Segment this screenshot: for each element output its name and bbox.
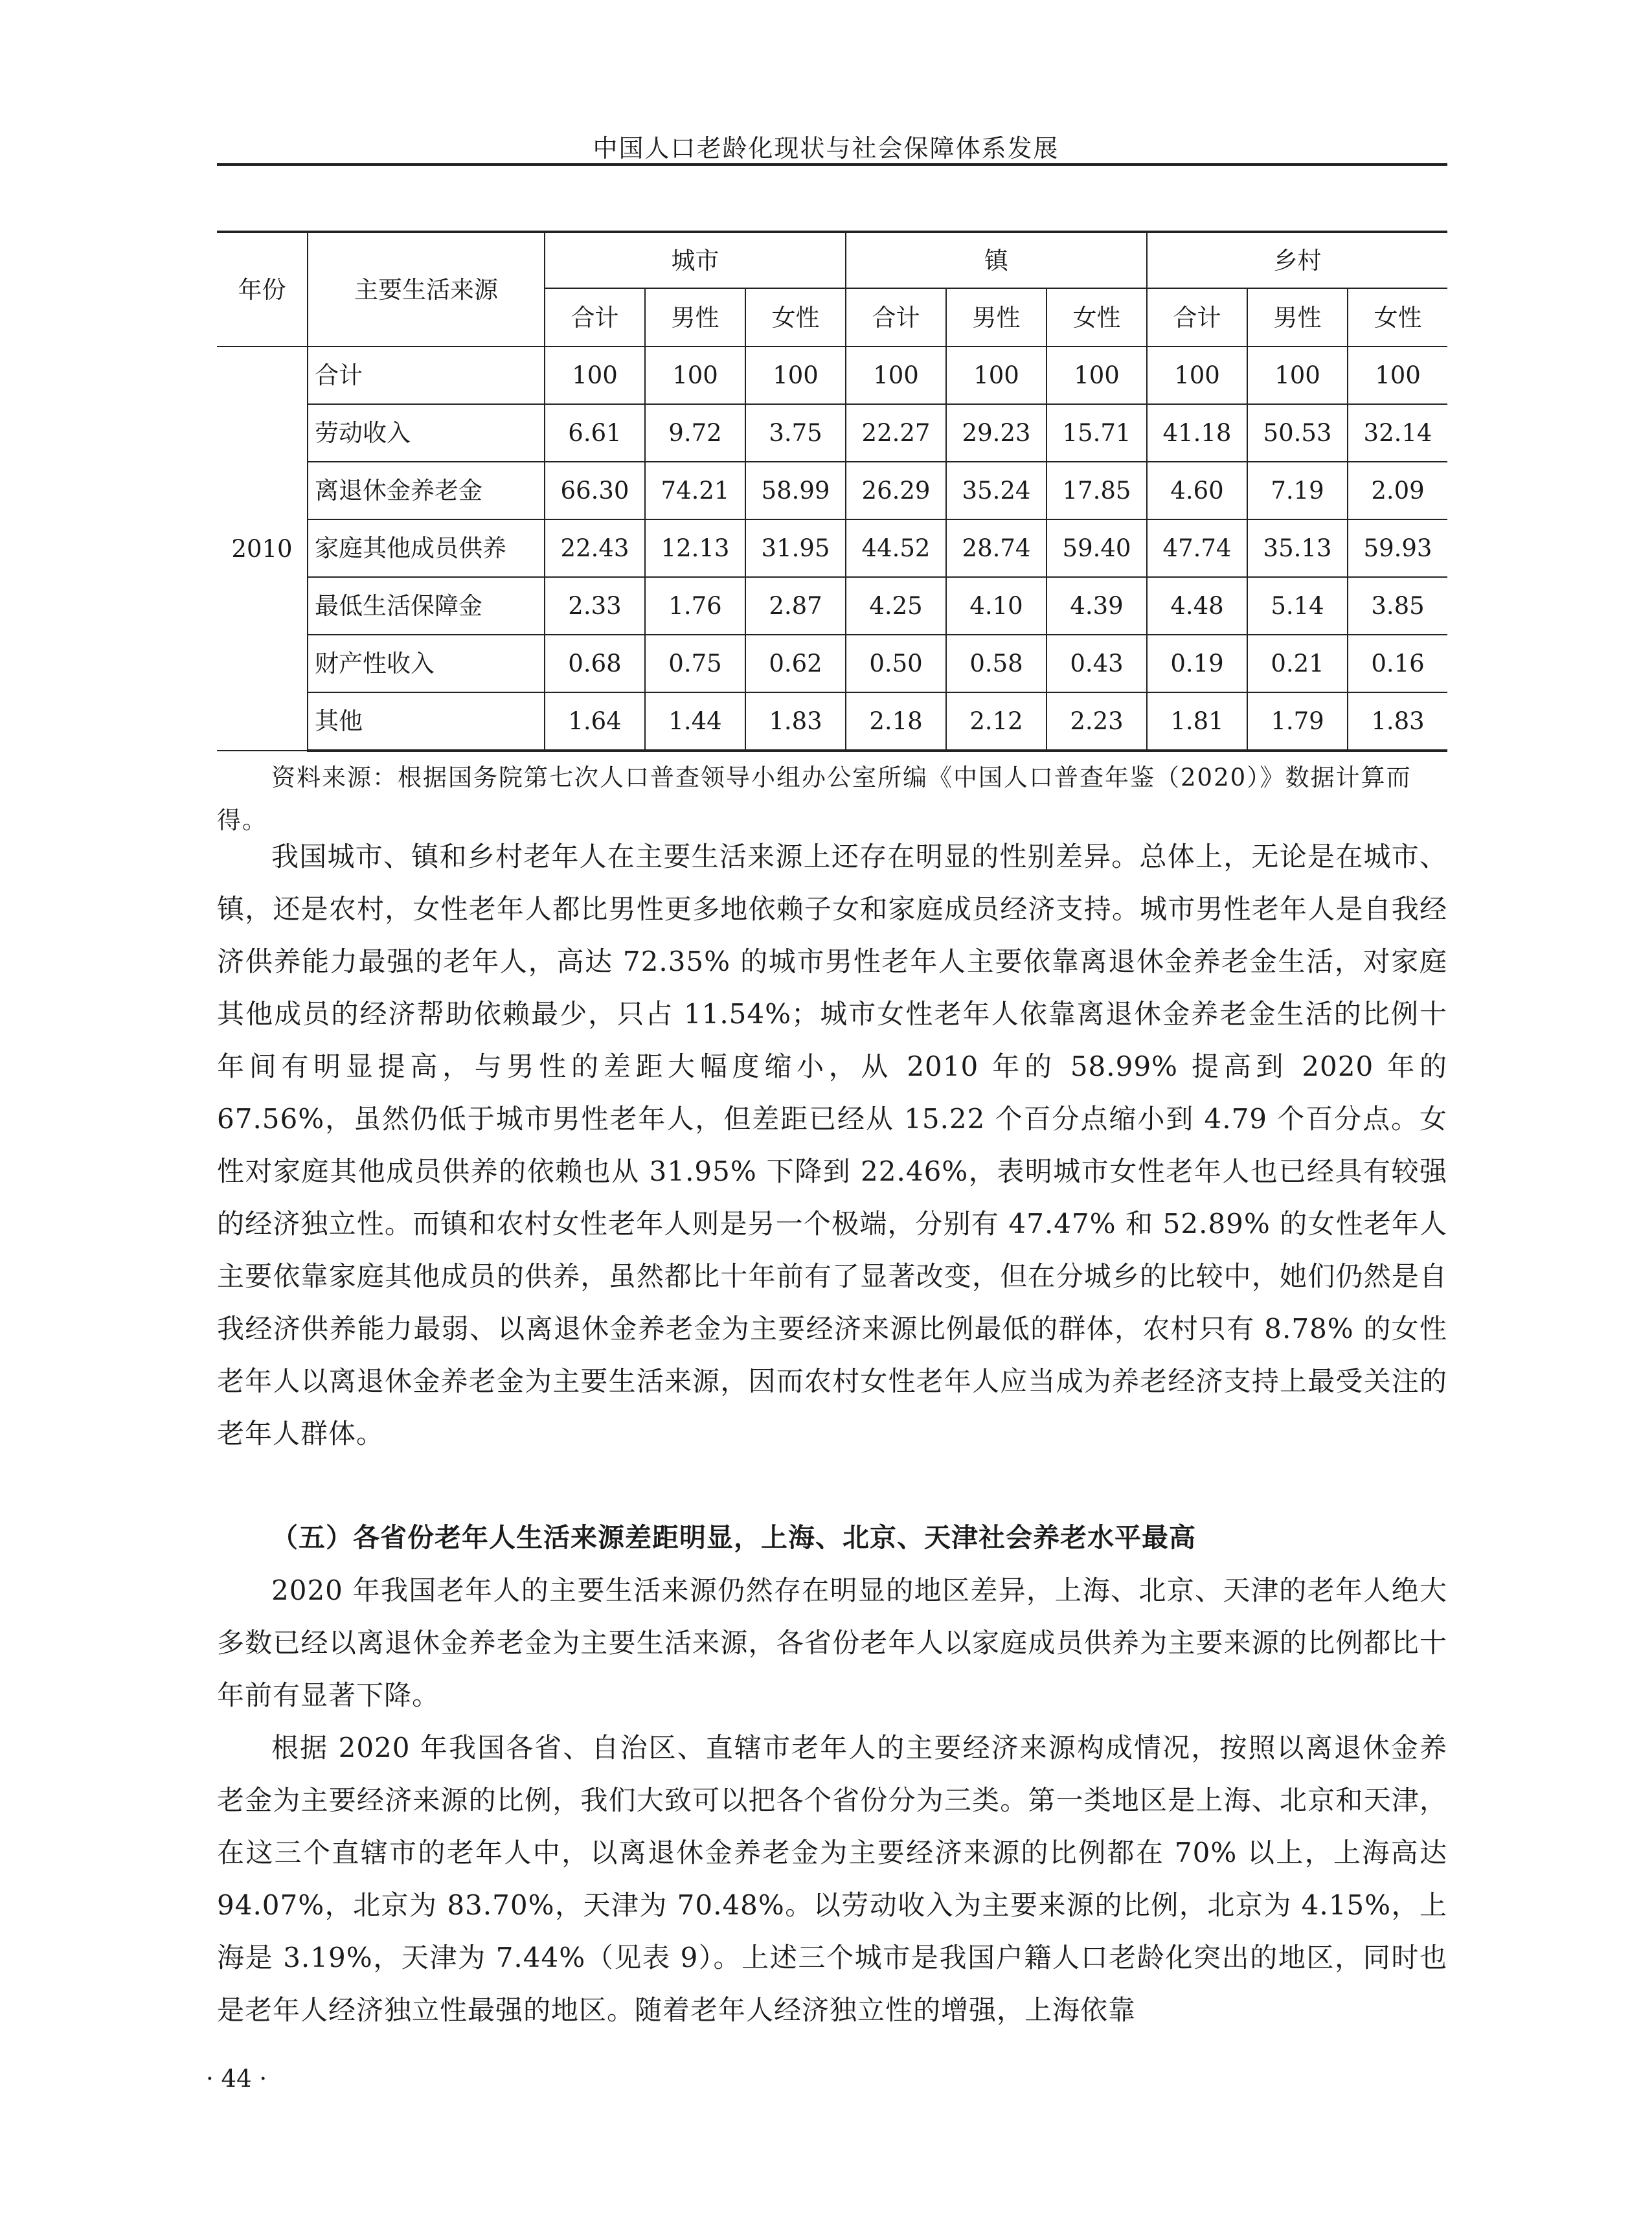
- value-cell: 1.83: [745, 692, 846, 751]
- value-cell: 50.53: [1247, 404, 1348, 462]
- subheader-town-total: 合计: [846, 288, 946, 346]
- value-cell: 35.13: [1247, 519, 1348, 577]
- value-cell: 100: [545, 346, 645, 404]
- subheader-city-male: 男性: [645, 288, 745, 346]
- value-cell: 35.24: [946, 462, 1047, 519]
- table-row: [217, 577, 1447, 635]
- value-cell: 1.83: [1348, 692, 1447, 751]
- value-cell: 29.23: [946, 404, 1047, 462]
- value-cell: 100: [645, 346, 745, 404]
- value-cell: 1.44: [645, 692, 745, 751]
- value-cell: 6.61: [545, 404, 645, 462]
- year-cell: 2010: [217, 346, 308, 751]
- value-cell: 3.85: [1348, 577, 1447, 635]
- value-cell: 2.33: [545, 577, 645, 635]
- value-cell: 4.10: [946, 577, 1047, 635]
- value-cell: 26.29: [846, 462, 946, 519]
- row-label: 劳动收入: [308, 404, 545, 462]
- value-cell: 2.09: [1348, 462, 1447, 519]
- subheader-city-total: 合计: [545, 288, 645, 346]
- paragraph-regional-difference: 2020 年我国老年人的主要生活来源仍然存在明显的地区差异，上海、北京、天津的老年人绝大多数已经以离退休金养老金为主要生活来源，各省份老年人以家庭成员供养为主要来源的比例都比十年前有显著下降。: [217, 1574, 1447, 1711]
- value-cell: 9.72: [645, 404, 745, 462]
- value-cell: 22.43: [545, 519, 645, 577]
- value-cell: 17.85: [1047, 462, 1147, 519]
- header-main-source: 主要生活来源: [308, 232, 545, 346]
- subheader-rural-female: 女性: [1348, 288, 1447, 346]
- value-cell: 5.14: [1247, 577, 1348, 635]
- paragraph-province-classification: 根据 2020 年我国各省、自治区、直辖市老年人的主要经济来源构成情况，按照以离退休金养老金为主要经济来源的比例，我们大致可以把各个省份分为三类。第一类地区是上海、北京和天津，在这三个直辖市的老年人中，以离退休金养老金为主要经济来源的比例都在 70% 以上，上海高达 94.07%，北京为 83.70%，天津为 70.48%。以劳动收入为主要来源的比例，北京为 4.15%，上海是 3.19%，天津为 7.44%（见表 9）。上述三个城市是我国户籍人口老龄化突出的地区，同时也是老年人经济独立性最强的地区。随着老年人经济独立性的增强，上海依靠: [217, 1732, 1447, 2026]
- page-number: · 44 ·: [206, 2065, 267, 2093]
- row-label: 最低生活保障金: [308, 577, 545, 635]
- value-cell: 32.14: [1348, 404, 1447, 462]
- value-cell: 100: [745, 346, 846, 404]
- table-row: [217, 404, 1447, 462]
- value-cell: 47.74: [1147, 519, 1247, 577]
- header-group-rural: 乡村: [1147, 232, 1447, 288]
- value-cell: 3.75: [745, 404, 846, 462]
- table-row: [217, 635, 1447, 692]
- value-cell: 0.50: [846, 635, 946, 692]
- subheader-town-female: 女性: [1047, 288, 1147, 346]
- row-label: 财产性收入: [308, 635, 545, 692]
- value-cell: 100: [1147, 346, 1247, 404]
- value-cell: 100: [846, 346, 946, 404]
- subheader-city-female: 女性: [745, 288, 846, 346]
- running-header: 中国人口老龄化现状与社会保障体系发展: [593, 134, 1059, 163]
- subheader-rural-male: 男性: [1247, 288, 1348, 346]
- value-cell: 0.75: [645, 635, 745, 692]
- value-cell: 100: [1047, 346, 1147, 404]
- subheader-rural-total: 合计: [1147, 288, 1247, 346]
- value-cell: 0.68: [545, 635, 645, 692]
- value-cell: 4.39: [1047, 577, 1147, 635]
- paragraph-gender-difference: 我国城市、镇和乡村老年人在主要生活来源上还存在明显的性别差异。总体上，无论是在城市、镇，还是农村，女性老年人都比男性更多地依赖子女和家庭成员经济支持。城市男性老年人是自我经济供养能力最强的老年人，高达 72.35% 的城市男性老年人主要依靠离退休金养老金生活，对家庭其他成员的经济帮助依赖最少，只占 11.54%；城市女性老年人依靠离退休金养老金生活的比例十年间有明显提高，与男性的差距大幅度缩小，从 2010 年的 58.99% 提高到 2020 年的 67.56%，虽然仍低于城市男性老年人，但差距已经从 15.22 个百分点缩小到 4.79 个百分点。女性对家庭其他成员供养的依赖也从 31.95% 下降到 22.46%，表明城市女性老年人也已经具有较强的经济独立性。而镇和农村女性老年人则是另一个极端，分别有 47.47% 和 52.89% 的女性老年人主要依靠家庭其他成员的供养，虽然都比十年前有了显著改变，但在分城乡的比较中，她们仍然是自我经济供养能力最弱、以离退休金养老金为主要经济来源比例最低的群体，农村只有 8.78% 的女性老年人以离退休金养老金为主要生活来源，因而农村女性老年人应当成为养老经济支持上最受关注的老年人群体。: [217, 841, 1447, 1449]
- value-cell: 1.64: [545, 692, 645, 751]
- value-cell: 0.21: [1247, 635, 1348, 692]
- value-cell: 15.71: [1047, 404, 1147, 462]
- value-cell: 4.48: [1147, 577, 1247, 635]
- value-cell: 22.27: [846, 404, 946, 462]
- value-cell: 0.62: [745, 635, 846, 692]
- income-source-table: [217, 231, 1447, 752]
- value-cell: 1.79: [1247, 692, 1348, 751]
- value-cell: 2.23: [1047, 692, 1147, 751]
- value-cell: 1.76: [645, 577, 745, 635]
- header-group-town: 镇: [846, 232, 1147, 288]
- value-cell: 66.30: [545, 462, 645, 519]
- value-cell: 100: [946, 346, 1047, 404]
- value-cell: 4.25: [846, 577, 946, 635]
- header-year: 年份: [217, 232, 308, 346]
- value-cell: 41.18: [1147, 404, 1247, 462]
- value-cell: 100: [1247, 346, 1348, 404]
- value-cell: 12.13: [645, 519, 745, 577]
- value-cell: 58.99: [745, 462, 846, 519]
- value-cell: 2.12: [946, 692, 1047, 751]
- value-cell: 2.18: [846, 692, 946, 751]
- value-cell: 0.58: [946, 635, 1047, 692]
- value-cell: 44.52: [846, 519, 946, 577]
- value-cell: 28.74: [946, 519, 1047, 577]
- row-label: 其他: [308, 692, 545, 751]
- value-cell: 7.19: [1247, 462, 1348, 519]
- value-cell: 0.16: [1348, 635, 1447, 692]
- value-cell: 31.95: [745, 519, 846, 577]
- table-row: [217, 462, 1447, 519]
- value-cell: 2.87: [745, 577, 846, 635]
- value-cell: 59.40: [1047, 519, 1147, 577]
- value-cell: 100: [1348, 346, 1447, 404]
- table-row: [217, 346, 1447, 404]
- row-label: 合计: [308, 346, 545, 404]
- value-cell: 4.60: [1147, 462, 1247, 519]
- section-heading-five: （五）各省份老年人生活来源差距明显，上海、北京、天津社会养老水平最高: [271, 1522, 1196, 1553]
- row-label: 家庭其他成员供养: [308, 519, 545, 577]
- header-group-city: 城市: [545, 232, 846, 288]
- subheader-town-male: 男性: [946, 288, 1047, 346]
- row-label: 离退休金养老金: [308, 462, 545, 519]
- source-note: 资料来源：根据国务院第七次人口普查领导小组办公室所编《中国人口普查年鉴（2020）》数据计算而得。: [217, 764, 1412, 834]
- table-row: [217, 692, 1447, 751]
- value-cell: 74.21: [645, 462, 745, 519]
- header-rule: [217, 163, 1447, 166]
- value-cell: 59.93: [1348, 519, 1447, 577]
- value-cell: 0.19: [1147, 635, 1247, 692]
- value-cell: 0.43: [1047, 635, 1147, 692]
- table-row: [217, 519, 1447, 577]
- value-cell: 1.81: [1147, 692, 1247, 751]
